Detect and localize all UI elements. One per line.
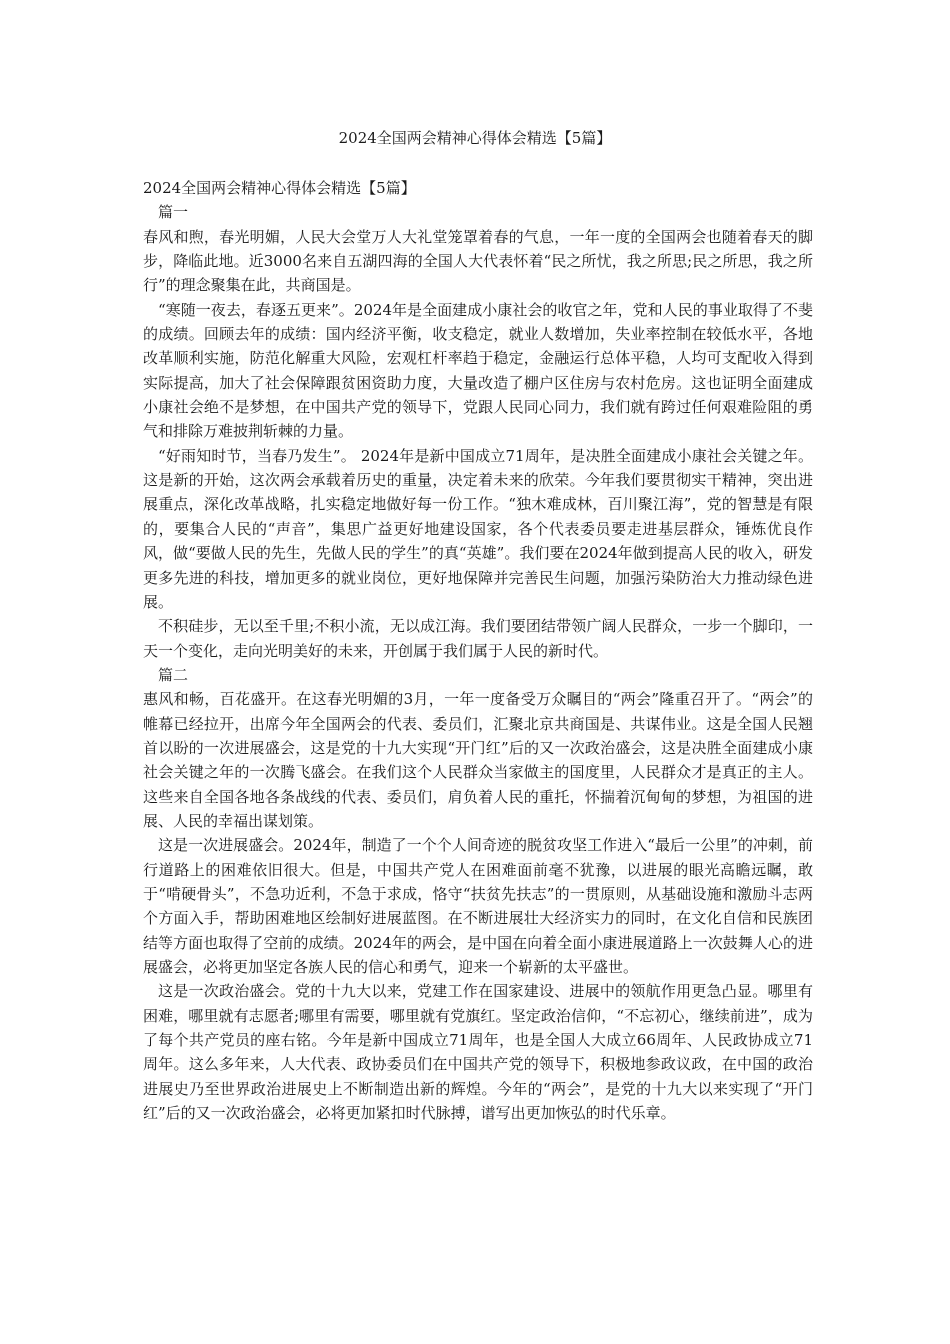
body-heading: 2024全国两会精神心得体会精选【5篇】 <box>143 179 416 197</box>
section-label-1: 篇一 <box>158 203 189 222</box>
paragraph-4: 不积硅步，无以至千里;不积小流，无以成江海。我们要团结带领广阔人民群众，一步一个脚印，一天一个变化，走向光明美好的未来，开创属于我们属于人民的新时代。 <box>143 617 813 660</box>
paragraph-2: “寒随一夜去，春逐五更来”。2024年是全面建成小康社会的收官之年，党和人民的事业取得了不斐的成绩。回顾去年的成绩：国内经济平衡，收支稳定，就业人数增加，失业率控制在较低水平，各地改革顺利实施，防范化解重大风险，宏观杠杆率趋于稳定，金融运行总体平稳，人均可支配收入得到实际提高，加大了社会保障跟贫困资助力度，大量改造了棚户区住房与农村危房。这也证明全面建成小康社会绝不是梦想，在中国共产党的领导下，党跟人民同心同力，我们就有跨过任何艰难险阻的勇气和排除万难披荆斩棘的力量。 <box>143 300 813 441</box>
paragraph-7: 这是一次政治盛会。党的十九大以来，党建工作在国家建设、进展中的领航作用更急凸显。哪里有困难，哪里就有志愿者;哪里有需要，哪里就有党旗红。坚定政治信仰，“不忘初心，继续前进”，成为了每个共产党员的座右铭。今年是新中国成立71周年，也是全国人大成立66周年、人民政协成立71周年。这么多年来，人大代表、政协委员们在中国共产党的领导下，积极地参政议政，在中国的政治进展史乃至世界政治进展史上不断制造出新的辉煌。今年的“两会”，是党的十九大以来实现了“开门红”后的又一次政治盛会，必将更加紧扣时代脉搏，谱写出更加恢弘的时代乐章。 <box>143 982 813 1123</box>
document-body <box>143 176 813 1125</box>
paragraph-5: 惠风和畅，百花盛开。在这春光明媚的3月，一年一度备受万众瞩目的“两会”隆重召开了。“两会”的帷幕已经拉开，出席今年全国两会的代表、委员们，汇聚北京共商国是、共谋伟业。这是全国人民翘首以盼的一次进展盛会，这是党的十九大实现“开门红”后的又一次政治盛会，这是决胜全面建成小康社会关键之年的一次腾飞盛会。在我们这个人民群众当家做主的国度里，人民群众才是真正的主人。这些来自全国各地各条战线的代表、委员们，肩负着人民的重托，怀揣着沉甸甸的梦想，为祖国的进展、人民的幸福出谋划策。 <box>143 690 813 830</box>
paragraph-6: 这是一次进展盛会。2024年，制造了一个个人间奇迹的脱贫攻坚工作进入“最后一公里”的冲刺，前行道路上的困难依旧很大。但是，中国共产党人在困难面前毫不犹豫，以进展的眼光高瞻远瞩，敢于“啃硬骨头”，不急功近利，不急于求成，恪守“扶贫先扶志”的一贯原则，从基础设施和激励斗志两个方面入手，帮助困难地区绘制好进展蓝图。在不断进展壮大经济实力的同时，在文化自信和民族团结等方面也取得了空前的成绩。2024年的两会，是中国在向着全面小康进展道路上一次鼓舞人心的进展盛会，必将更加坚定各族人民的信心和勇气，迎来一个崭新的太平盛世。 <box>143 836 813 976</box>
paragraph-1: 春风和煦，春光明媚，人民大会堂万人大礼堂笼罩着春的气息，一年一度的全国两会也随着春天的脚步，降临此地。近3000名来自五湖四海的全国人大代表怀着“民之所忧，我之所思;民之所思，我之所行”的理念聚集在此，共商国是。 <box>143 227 813 295</box>
document-title: 2024全国两会精神心得体会精选【5篇】 <box>338 129 612 147</box>
section-label-2: 篇二 <box>158 665 189 684</box>
paragraph-3: “好雨知时节，当春乃发生”。 2024年是新中国成立71周年，是决胜全面建成小康社会关键之年。这是新的开始，这次两会承载着历史的重量，决定着未来的欣荣。今年我们要贯彻实干精神，突出进展重点，深化改革战略，扎实稳定地做好每一份工作。“独木难成林，百川聚江海”，党的智慧是有限的，要集合人民的“声音”，集思广益更好地建设国家，各个代表委员要走进基层群众，锤炼优良作风，做“要做人民的先生，先做人民的学生”的真“英雄”。我们要在2024年做到提高人民的收入，研发更多先进的科技，增加更多的就业岗位，更好地保障并完善民生问题，加强污染防治大力推动绿色进展。 <box>143 446 813 611</box>
